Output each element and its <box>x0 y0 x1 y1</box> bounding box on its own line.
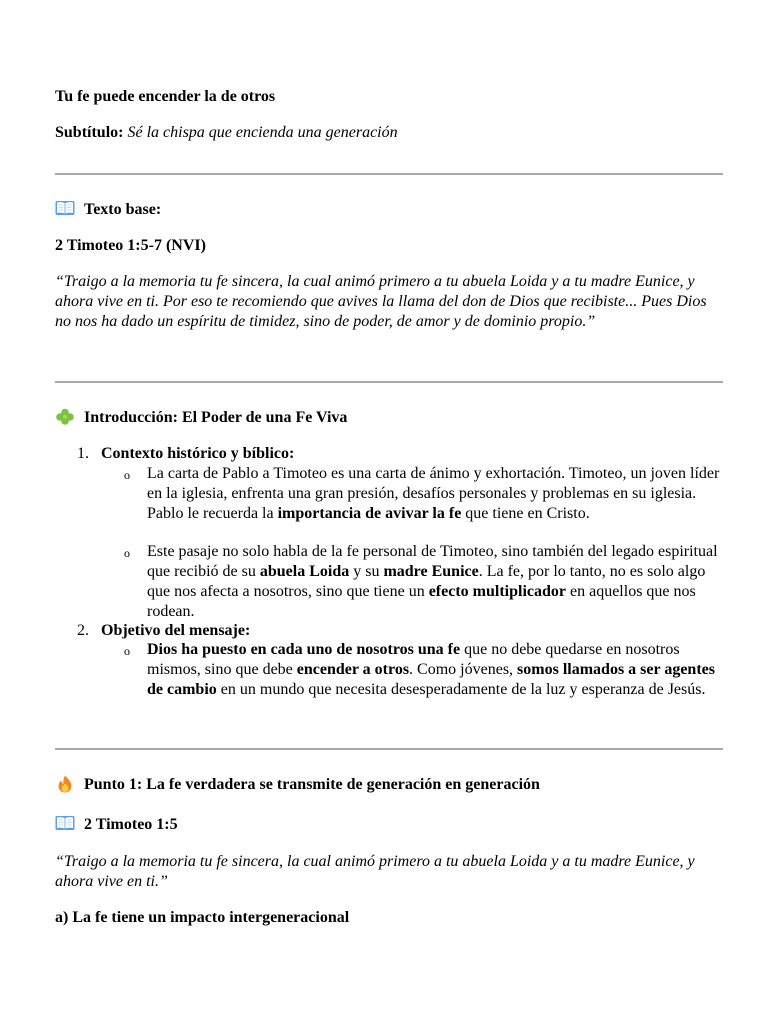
intro-heading-text: Introducción: El Poder de una Fe Viva <box>84 409 348 426</box>
list-number: 1. <box>77 445 89 462</box>
list-item: La carta de Pablo a Timoteo es una carta de ánimo y exhortación. Timoteo, un joven líder en la iglesia, enfrenta una gran presión, desafíos personales y problemas en su iglesia. Pablo le recuerda la importancia de avivar la fe que tiene en Cristo. <box>147 465 720 522</box>
list-item: Este pasaje no solo habla de la fe personal de Timoteo, sino también del legado espiritual que recibió de su abuela Loida y su madre Eunice. La fe, por lo tanto, no es solo algo que nos afecta a nosotros, sino que tiene un efecto multiplicador en aquellos que nos rodean. <box>147 543 718 620</box>
bullet-marker: o <box>124 546 130 560</box>
bullet-marker: o <box>124 644 130 658</box>
open-book-icon <box>55 815 75 831</box>
open-book-icon <box>55 200 75 216</box>
divider <box>55 748 723 750</box>
texto-base-quote: “Traigo a la memoria tu fe sincera, la cual animó primero a tu abuela Loida y a tu madre Eunice, y ahora vive en ti. Por eso te recomiendo que avives la llama del don de Dios que recibiste... Pues Dios no nos ha dado un espíritu de timidez, sino de poder, de amor y de dominio propio.” <box>55 273 707 330</box>
subtitle-label: Subtítulo: <box>55 124 124 141</box>
punto1-subheading: a) La fe tiene un impacto intergeneracional <box>55 909 350 926</box>
texto-base-heading-text: Texto base: <box>84 201 162 218</box>
list-number: 2. <box>77 622 89 639</box>
divider <box>55 173 723 175</box>
punto1-reference-text: 2 Timoteo 1:5 <box>84 816 178 833</box>
bullet-marker: o <box>124 468 130 482</box>
punto1-heading-text: Punto 1: La fe verdadera se transmite de generación en generación <box>84 776 540 793</box>
list-item-label: Contexto histórico y bíblico: <box>101 445 295 462</box>
punto1-reference <box>55 815 723 835</box>
intro-heading <box>55 408 723 428</box>
punto1-quote: “Traigo a la memoria tu fe sincera, la cual animó primero a tu abuela Loida y a tu madre Eunice, y ahora vive en ti.” <box>55 853 695 890</box>
document-title: Tu fe puede encender la de otros <box>55 88 276 105</box>
clover-icon <box>55 408 75 424</box>
subtitle-text: Sé la chispa que encienda una generación <box>127 124 398 141</box>
texto-base-reference: 2 Timoteo 1:5-7 (NVI) <box>55 237 206 254</box>
subtitle-line <box>55 123 723 143</box>
list-item-label: Objetivo del mensaje: <box>101 622 251 639</box>
fire-icon <box>55 775 75 791</box>
list-item: Dios ha puesto en cada uno de nosotros una fe que no debe quedarse en nosotros mismos, sino que debe encender a otros. Como jóvenes, somos llamados a ser agentes de cambio en un mundo que necesita desesperadamente de la luz y esperanza de Jesús. <box>147 641 715 698</box>
divider <box>55 381 723 383</box>
punto1-heading <box>55 775 723 795</box>
texto-base-heading <box>55 200 723 220</box>
